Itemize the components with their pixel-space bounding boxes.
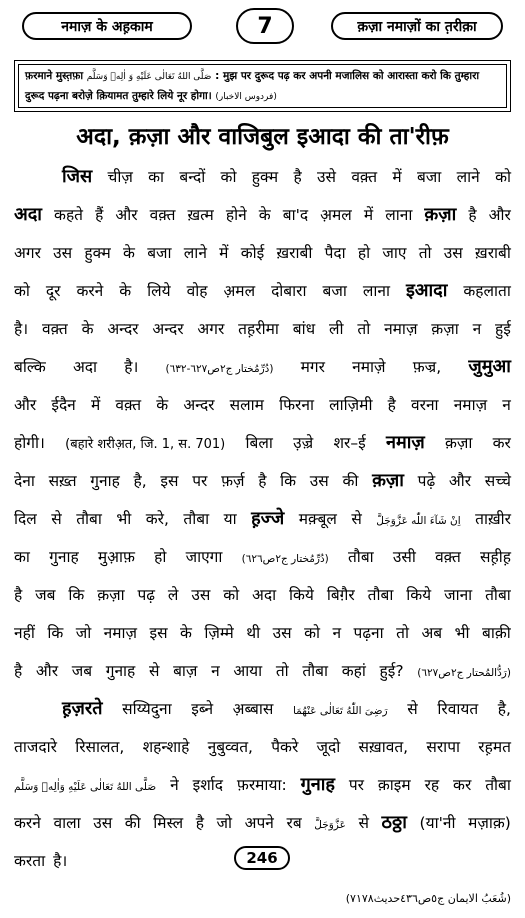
word: करता [14,852,46,870]
word: ख़त्म [187,206,214,224]
word: عَزَّوَجَلَّ [314,819,346,831]
text-line [14,348,511,386]
word: सच्चे [484,472,511,490]
word: से [351,510,362,528]
word: वक़्त [351,168,378,186]
word: करने [76,282,104,300]
word: हुक्म [84,244,111,262]
word: शर–ई [333,434,366,452]
word: अ़मल [320,206,352,224]
word: से [148,662,160,680]
word: ताजदारे [14,738,57,756]
word: वोह [186,282,208,300]
word: पर [192,472,208,490]
text-line [14,158,511,196]
word: जो [216,814,233,832]
word: बिला [245,434,273,452]
word: इआदा [405,280,448,301]
word: क़ज़ा [424,204,457,225]
word: भी [454,624,470,642]
saying-label: फ़रमाने मुस्त़फ़ा [25,70,84,82]
word: नुबुव्वत, [207,738,253,756]
footer-page-number: 246 [234,846,290,870]
word: उसी [392,548,416,566]
word: अदा [72,358,98,376]
word: फ़ज्र, [412,358,442,376]
word: कहां [341,662,366,680]
word: अन्दर [183,396,215,414]
word: اِنْ شَآءَ اللّٰه عَزَّوَجَلَّ [376,515,461,527]
word: रिवायत [437,700,479,718]
word: को [304,624,321,642]
section-title: अदा, क़ज़ा और वाजिबुल इआदा की ता'रीफ़ [76,124,449,150]
saying-text-1: : मुझ पर दुरूद पढ़ कर अपनी मजालिस को आरास्ता करो कि तुम्हारा [215,70,480,82]
word: किये [406,586,432,604]
word: (رَدُّالمُحتار ج٢ص٦٢٧) [417,667,511,679]
saying-box [14,60,511,112]
word: के [180,624,192,642]
word: है [258,472,267,490]
word: चीज़ [107,168,133,186]
word: तो [357,320,371,338]
text-line [14,766,511,804]
word: अ़ब्बास [232,700,274,718]
word: शहन्शाहे [142,738,190,756]
word: को [14,282,30,300]
word: वाला [53,814,81,832]
word: न [211,662,220,680]
word: बजा [322,282,347,300]
word: ह़ज़रते [62,698,103,719]
word: होगी। [14,434,45,452]
word: फ़रमाया: [236,776,287,794]
text-line [14,462,511,500]
word: गुनाह [300,774,335,795]
word: जुमुआ [468,356,511,377]
word: गुनाह [90,472,120,490]
word: अदा [252,586,277,604]
word: देना [14,472,35,490]
word: के [119,282,132,300]
word: (बहारे शरीअ़त, जि. 1, स. 701) [65,437,226,452]
word: में [219,244,229,262]
word: पढ़ना [353,624,384,642]
word: के [258,206,271,224]
word: तौबा [347,548,374,566]
chapter-title: क़ज़ा नमाज़ों का त़रीक़ा [331,12,503,40]
word: रह [424,776,440,794]
page [8,6,517,905]
saying-source: (فردوس الاخبار) [215,92,277,102]
word: है। [14,320,29,338]
word: ह़ज्जे [251,508,285,529]
word: और [35,662,59,680]
word: या [223,510,237,528]
word: उसे [317,168,337,186]
word: अन्दर [107,320,139,338]
word: बिग़ैर [326,586,355,604]
page-header [8,6,517,46]
word: हुई? [379,662,404,680]
word: कर [492,434,511,452]
word: को [223,586,240,604]
word: कहलाता [463,282,511,300]
word: मुआ़फ़ [97,548,135,566]
word: जाए [382,244,407,262]
word: दोबारा [271,282,307,300]
word: अदा [14,204,42,225]
word: मिस्ल [153,814,184,832]
word: लाना [385,206,413,224]
word: उस [272,624,292,642]
word: इस [160,472,179,490]
word: करने [14,814,41,832]
word: और [115,206,138,224]
word: सलाम [229,396,264,414]
word: है। [124,358,139,376]
word: जिस [62,166,93,187]
word: से [51,510,62,528]
word: में [363,206,374,224]
word: दूर [45,282,61,300]
word: कि [68,586,85,604]
text-line [14,310,511,348]
word: उस [93,814,113,832]
word: हुई [495,320,511,338]
word: उस [53,244,73,262]
word: से [407,700,418,718]
text-line [14,576,511,614]
word: अब [421,624,443,642]
word: नमाज़ [453,396,488,414]
word: अपने [244,814,274,832]
word: बा'द [282,206,309,224]
word: क़ाइम [377,776,411,794]
word: पैदा [324,244,346,262]
word: कि [47,624,64,642]
word: फ़र्ज़ [221,472,245,490]
word: तौबा [485,586,511,604]
word: ख़राबी [276,244,313,262]
text-line [14,652,511,690]
word: से [358,814,369,832]
word: फिरना [279,396,314,414]
word: क़ज़ा [431,320,459,338]
word: बांध [292,320,316,338]
word: और [14,396,37,414]
word: वक़्त [149,206,176,224]
word: जूदो [316,738,341,756]
word: उस [309,472,329,490]
word: अन्दर [152,320,184,338]
word: भी [116,510,132,528]
word: अ़मल [223,282,256,300]
word: इस [149,624,168,642]
word: जाना [444,586,473,604]
word: की [124,814,141,832]
hadith-citation: (شُعَبُ الایمان ج٥ص٤٣٦حدیث٧١٧٨) [345,892,511,905]
word: صَلَّى اللهُ تَعَالٰى عَلَيْهِ وَاٰلِهٖ وَسَلَّم [14,781,157,793]
word: लाने [456,168,480,186]
text-line [14,386,511,424]
word: हैं [95,206,104,224]
word: न [472,320,482,338]
text-line [14,690,511,728]
word: इब्ने [191,700,214,718]
word: नहीं [14,624,35,642]
word: के [156,396,169,414]
word: नमाज़े [352,358,386,376]
word: गुनाह [105,662,136,680]
word: क़ज़ा [444,434,473,452]
word: क़ज़ा [372,470,404,491]
word: मगर [300,358,325,376]
salutation-text: صَلَّى اللهُ تَعَالٰى عَلَيْهِ وَ اٰلِهٖ وَسَلَّم [86,72,212,82]
word: है [468,206,477,224]
word: न [332,624,342,642]
word: लाना [362,282,390,300]
word: ने [170,776,179,794]
word: बाक़ी [481,624,511,642]
text-line [14,538,511,576]
word: तह़रीमा [238,320,279,338]
word: का [14,548,30,566]
word: जाएगा [185,548,223,566]
word: ली [328,320,344,338]
word: ज़िम्मे [204,624,234,642]
word: उ़ज़्रे [293,434,314,452]
word: है, [133,472,147,490]
word: कि [280,472,297,490]
word: का [148,168,165,186]
word: तो [275,662,289,680]
word: पैकरे [271,738,299,756]
word: जब [35,586,56,604]
word: करे, [145,510,169,528]
word: तौबा [302,662,329,680]
word: रिसालत, [75,738,125,756]
saying-text-2: दुरूद पढ़ना बरोज़े क़ियामत तुम्हारे लिये नूर होगा। [25,90,212,102]
word: पर [348,776,364,794]
word: को [220,168,237,186]
word: न [502,396,511,414]
word: सख़ावत, [358,738,409,756]
word: थी [246,624,261,642]
word: और [448,472,472,490]
word: होने [225,206,247,224]
word: मक़्बूल [298,510,337,528]
word: वरना [410,396,439,414]
word: पढ़ [137,586,156,604]
word: है, [497,700,511,718]
text-line [14,614,511,652]
text-line [14,272,511,310]
word: जब [71,662,93,680]
word: और [488,206,511,224]
word: जो [75,624,92,642]
text-line [14,804,511,842]
word: रह़मत [478,738,511,756]
word: उस [443,244,463,262]
word: के [81,320,94,338]
word: (या'नी [419,814,456,832]
word: रब [286,814,302,832]
word: हुक्म [251,168,279,186]
word: की [342,472,359,490]
word: में [90,396,101,414]
word: में [392,168,402,186]
word: बजा [147,244,172,262]
word: लाने [183,244,207,262]
text-line [14,196,511,234]
word: तो [418,244,432,262]
word: कहते [54,206,84,224]
word: बल्कि [14,358,46,376]
word: हो [357,244,371,262]
word: किये [289,586,314,604]
word: को [495,168,511,186]
word: नमाज़ [384,320,418,338]
word: कोई [240,244,265,262]
word: है [387,396,396,414]
word: लिये [147,282,171,300]
word: मज़ाक़) [468,814,511,832]
citation [14,880,511,918]
word: तौबा [367,586,394,604]
word: ख़राबी [475,244,511,262]
text-line [14,424,511,462]
word: इर्शाद [192,776,223,794]
word: बजा [416,168,442,186]
word: (دُرِّمُختار ج٢ص٦٢٧-٦٣٢) [165,363,274,375]
page-number: 7 [236,8,294,44]
word: (دُرِّمُختار ج٢ص٦٢٦) [241,553,329,565]
word: ले [167,586,179,604]
word: तो [396,624,409,642]
word: है [14,586,23,604]
text-line [14,728,511,766]
word: तौबा [485,776,511,794]
word: ताख़ीर [475,510,511,528]
word: नमाज़ [385,432,425,453]
word: हो [154,548,167,566]
word: बाज़ [173,662,198,680]
word: तौबा [76,510,102,528]
word: ईदैन [51,396,76,414]
word: के [123,244,135,262]
body-text [14,158,511,918]
word: ठठ्ठा [381,812,407,833]
word: दिल [14,510,37,528]
word: رَضِیَ اللّٰهُ تَعَالٰی عَنْهُمَا [292,705,388,717]
word: सह़ीह़ [480,548,511,566]
word: सख़्त [48,472,77,490]
word: तौबा [183,510,210,528]
word: सरापा [426,738,461,756]
word: उस [191,586,211,604]
word: अगर [197,320,225,338]
book-title: नमाज़ के अह़काम [22,12,192,40]
word: सय्यिदुना [122,700,172,718]
word: वक़्त [41,320,68,338]
word: आया [233,662,263,680]
word: बन्दों [179,168,206,186]
word: है। [53,852,68,870]
text-line [14,500,511,538]
word: है [195,814,204,832]
word: नमाज़ [103,624,138,642]
word: कर [453,776,472,794]
word: गुनाह [49,548,79,566]
word: वक़्त [435,548,461,566]
word: लाज़िमी [329,396,373,414]
word: है [14,662,23,680]
text-line [14,234,511,272]
word: है [293,168,302,186]
word: वक़्त [115,396,142,414]
word: पढ़े [417,472,436,490]
word: क़ज़ा [97,586,125,604]
word: अगर [14,244,41,262]
